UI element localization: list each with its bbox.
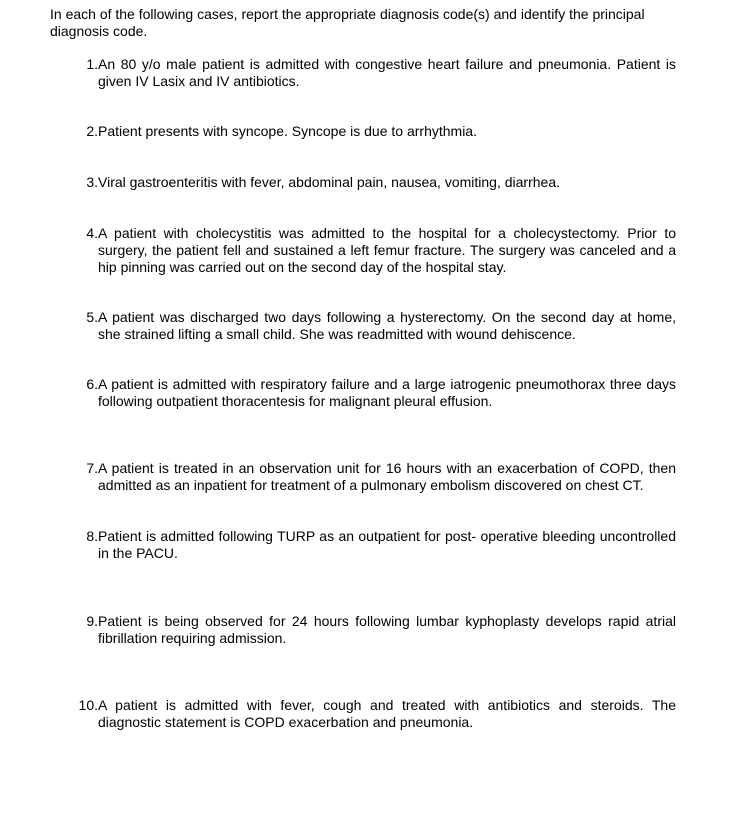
case-item [70, 528, 676, 562]
case-number: 9. [86, 613, 98, 629]
case-text: Patient presents with syncope. Syncope is due to arrhythmia. [98, 123, 477, 139]
case-number: 8. [86, 528, 98, 544]
case-item [70, 697, 676, 731]
case-text: Viral gastroenteritis with fever, abdominal pain, nausea, vomiting, diarrhea. [98, 174, 560, 190]
case-item [70, 460, 676, 494]
case-number: 1. [86, 56, 98, 72]
case-text: A patient is admitted with fever, cough and treated with antibiotics and steroids. The diagnostic statement is COPD exacerbation and pneumonia. [98, 697, 676, 730]
case-text: Patient is admitted following TURP as an outpatient for post- operative bleeding uncontrolled in the PACU. [98, 528, 676, 561]
case-text: A patient with cholecystitis was admitted to the hospital for a cholecystectomy. Prior to surgery, the patient fell and sustained a left femur fracture. The surgery was canceled and a hip pinning was carried out on the second day of the hospital stay. [98, 225, 676, 275]
case-number: 7. [86, 460, 98, 476]
case-text: Patient is being observed for 24 hours following lumbar kyphoplasty develops rapid atrial fibrillation requiring admission. [98, 613, 676, 646]
case-number: 10. [78, 697, 98, 713]
case-item [70, 123, 676, 140]
case-item [70, 225, 676, 276]
case-number: 2. [86, 123, 98, 139]
case-text: A patient is admitted with respiratory failure and a large iatrogenic pneumothorax three days following outpatient thoracentesis for malignant pleural effusion. [98, 376, 676, 409]
case-text: An 80 y/o male patient is admitted with congestive heart failure and pneumonia. Patient is given IV Lasix and IV antibiotics. [98, 56, 676, 89]
case-item [70, 376, 676, 410]
case-item [70, 613, 676, 647]
case-item [70, 174, 676, 191]
case-item [70, 309, 676, 343]
case-text: A patient is treated in an observation unit for 16 hours with an exacerbation of COPD, then admitted as an inpatient for treatment of a pulmonary embolism discovered on chest CT. [98, 460, 676, 493]
case-number: 4. [86, 225, 98, 241]
instructions-text: In each of the following cases, report the appropriate diagnosis code(s) and identify the principal diagnosis code. [50, 6, 645, 39]
case-number: 5. [86, 309, 98, 325]
case-text: A patient was discharged two days following a hysterectomy. On the second day at home, she strained lifting a small child. She was readmitted with wound dehiscence. [98, 309, 676, 342]
case-item [70, 56, 676, 90]
case-number: 6. [86, 376, 98, 392]
case-number: 3. [86, 174, 98, 190]
